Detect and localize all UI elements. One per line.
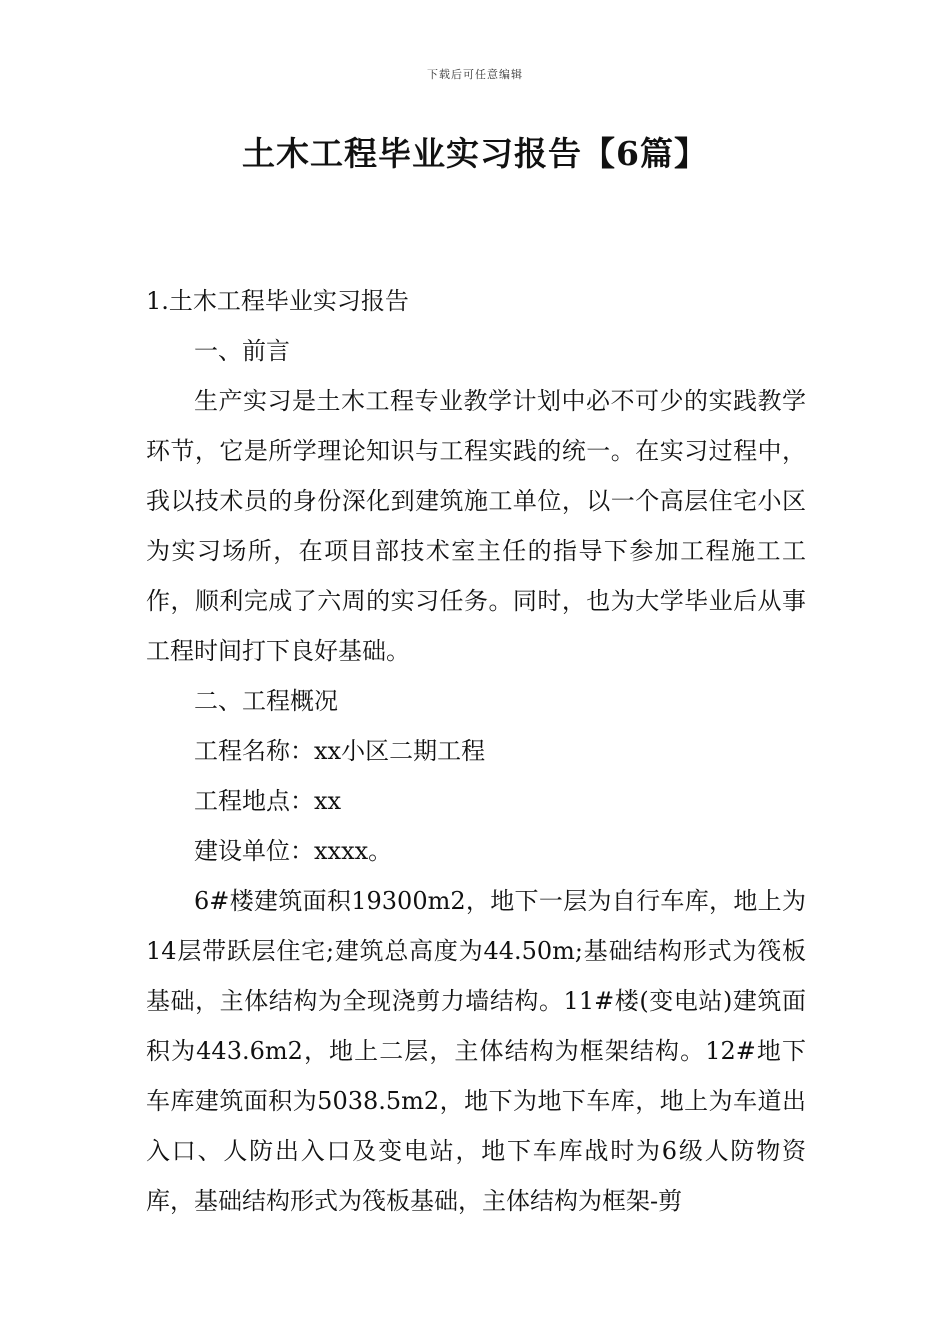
heading-preface: 一、前言: [194, 337, 290, 365]
project-name: 工程名称：xx小区二期工程: [194, 737, 486, 765]
header-note: 下载后可任意编辑: [427, 68, 523, 81]
heading-overview: 二、工程概况: [194, 687, 338, 715]
section-title: 1.土木工程毕业实习报告: [146, 287, 409, 315]
project-location: 工程地点：xx: [194, 787, 342, 815]
document-title: 土木工程毕业实习报告【6篇】: [242, 134, 708, 173]
document-body: [146, 276, 806, 1226]
paragraph-overview: 6#楼建筑面积19300m2，地下一层为自行车库，地上为14层带跃层住宅;建筑总高度为44.50m;基础结构形式为筏板基础，主体结构为全现浇剪力墙结构。11#楼(变电站)建筑面积为443.6m2，地上二层，主体结构为框架结构。12#地下车库建筑面积为5038.5m2，地下为地下车库，地上为车道出入口、人防出入口及变电站，地下车库战时为6级人防物资库，基础结构形式为筏板基础，主体结构为框架-剪: [146, 887, 806, 1215]
construction-unit: 建设单位：xxxx。: [194, 837, 393, 865]
paragraph-preface: 生产实习是土木工程专业教学计划中必不可少的实践教学环节，它是所学理论知识与工程实践的统一。在实习过程中，我以技术员的身份深化到建筑施工单位，以一个高层住宅小区为实习场所，在项目部技术室主任的指导下参加工程施工工作，顺利完成了六周的实习任务。同时，也为大学毕业后从事工程时间打下良好基础。: [146, 387, 806, 665]
